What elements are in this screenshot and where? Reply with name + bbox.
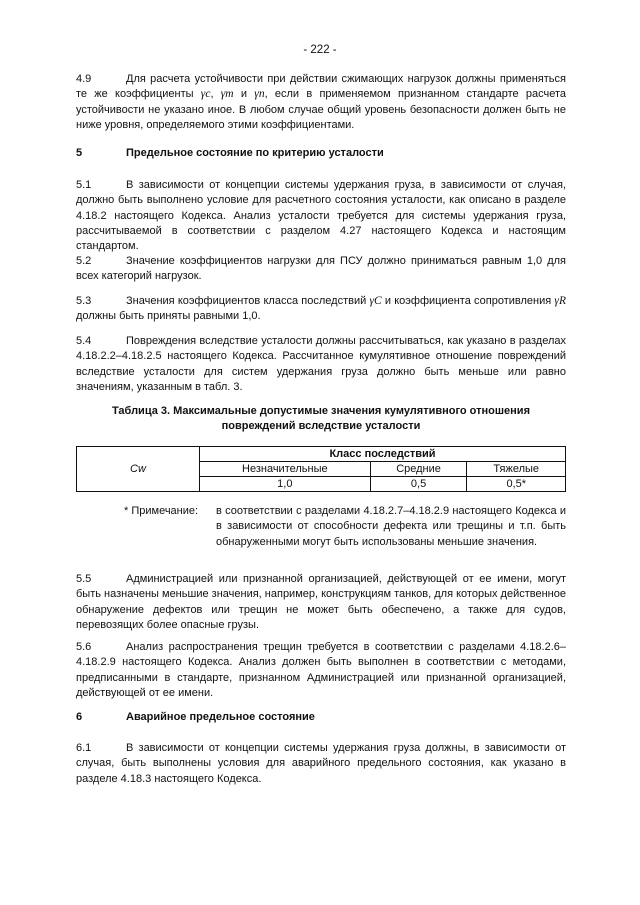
note-text: в соответствии с разделами 4.18.2.7–4.18.2.9 настоящего Кодекса и в зависимости от способности дефекта или трещины и т.п. быть обнаруженными могут быть использованы меньшие значения.: [216, 505, 566, 548]
note-label: * Примечание:: [124, 505, 199, 517]
fatigue-ratio-table: [76, 446, 566, 492]
paragraph-number: 4.9: [76, 73, 92, 85]
table-3-caption: Таблица 3. Максимальные допустимые значения кумулятивного отношения повреждений вследствие усталости: [111, 405, 530, 432]
section-6-heading: 6 Аварийное предельное состояние: [76, 711, 315, 723]
paragraph-5-2: 5.2 Значение коэффициентов нагрузки для ПСУ должно приниматься равным 1,0 для всех категорий нагрузок.: [76, 255, 566, 283]
section-title: Предельное состояние по критерию усталости: [126, 147, 384, 159]
gamma-r-symbol: γR: [554, 295, 566, 307]
gamma-m-symbol: γm: [220, 88, 234, 101]
gamma-n-symbol: γn: [254, 88, 265, 101]
table-note: [124, 504, 566, 550]
paragraph-5-4: 5.4 Повреждения вследствие усталости должны рассчитываться, как указано в разделах 4.18.2.2–4.18.2.5 настоящего Кодекса. Рассчитанное кумулятивное отношение повреждений вследствие усталости для систем удержания груза должно быть меньше или равно значениям, указанным в табл. 3.: [76, 335, 566, 393]
column-header: Незначительные: [200, 462, 371, 477]
table-cell: 0,5*: [467, 477, 566, 492]
paragraph-5-3: 5.3 Значения коэффициентов класса последствий γC и коэффициента сопротивления γR должны быть приняты равными 1,0.: [76, 295, 566, 323]
column-header: Средние: [370, 462, 467, 477]
table-cell: 0,5: [370, 477, 467, 492]
column-header: Тяжелые: [467, 462, 566, 477]
paragraph-6-1: 6.1 В зависимости от концепции системы удержания груза должны, в зависимости от случая, быть выполнены условия для аварийного предельного состояния, как указано в разделе 4.18.3 настоящего Кодекса.: [76, 742, 566, 785]
page-number: - 222 -: [303, 44, 337, 56]
gamma-c-symbol: γC: [369, 295, 382, 307]
paragraph-4-9: 4.9 Для расчета устойчивости при действии сжимающих нагрузок должны применяться те же коэффициенты γc, γm и γn, если в применяемом признанном стандарте расчета устойчивости не указано иное. В любом случае общий уровень безопасности должен быть не ниже уровня, определяемого этими коэффициентами.: [76, 73, 566, 131]
gamma-c-symbol: γc: [200, 88, 211, 101]
row-label-cw: Cw: [77, 447, 200, 492]
table-cell: 1,0: [200, 477, 371, 492]
section-title: Аварийное предельное состояние: [126, 711, 315, 723]
paragraph-5-1: 5.1 В зависимости от концепции системы удержания груза, в зависимости от случая, должно быть выполнено условие для расчетного состояния усталости, как описано в разделе 4.18.2 настоящего Кодекса. Анализ усталости требуется для системы удержания груза, рассчитываемой в соответствии с разделом 4.27 настоящего Кодекса и настоящим стандартом.: [76, 179, 566, 253]
section-5-heading: 5 Предельное состояние по критерию усталости: [76, 147, 384, 159]
paragraph-5-6: 5.6 Анализ распространения трещин требуется в соответствии с разделами 4.18.2.6– 4.18.2.9 настоящего Кодекса. Анализ должен быть выполнен в соответствии с методами, предписанными в стандарте, признанном Администрацией или признанной организацией, действующей от ее имени.: [76, 641, 566, 699]
column-group-header: Класс последствий: [200, 447, 566, 462]
paragraph-5-5: 5.5 Администрацией или признанной организацией, действующей от ее имени, могут быть назначены меньшие значения, например, конструкциям танков, для которых действенное обнаружение дефектов или трещин не может быть обеспечено, а также для судов, перевозящих более опасные грузы.: [76, 573, 566, 631]
